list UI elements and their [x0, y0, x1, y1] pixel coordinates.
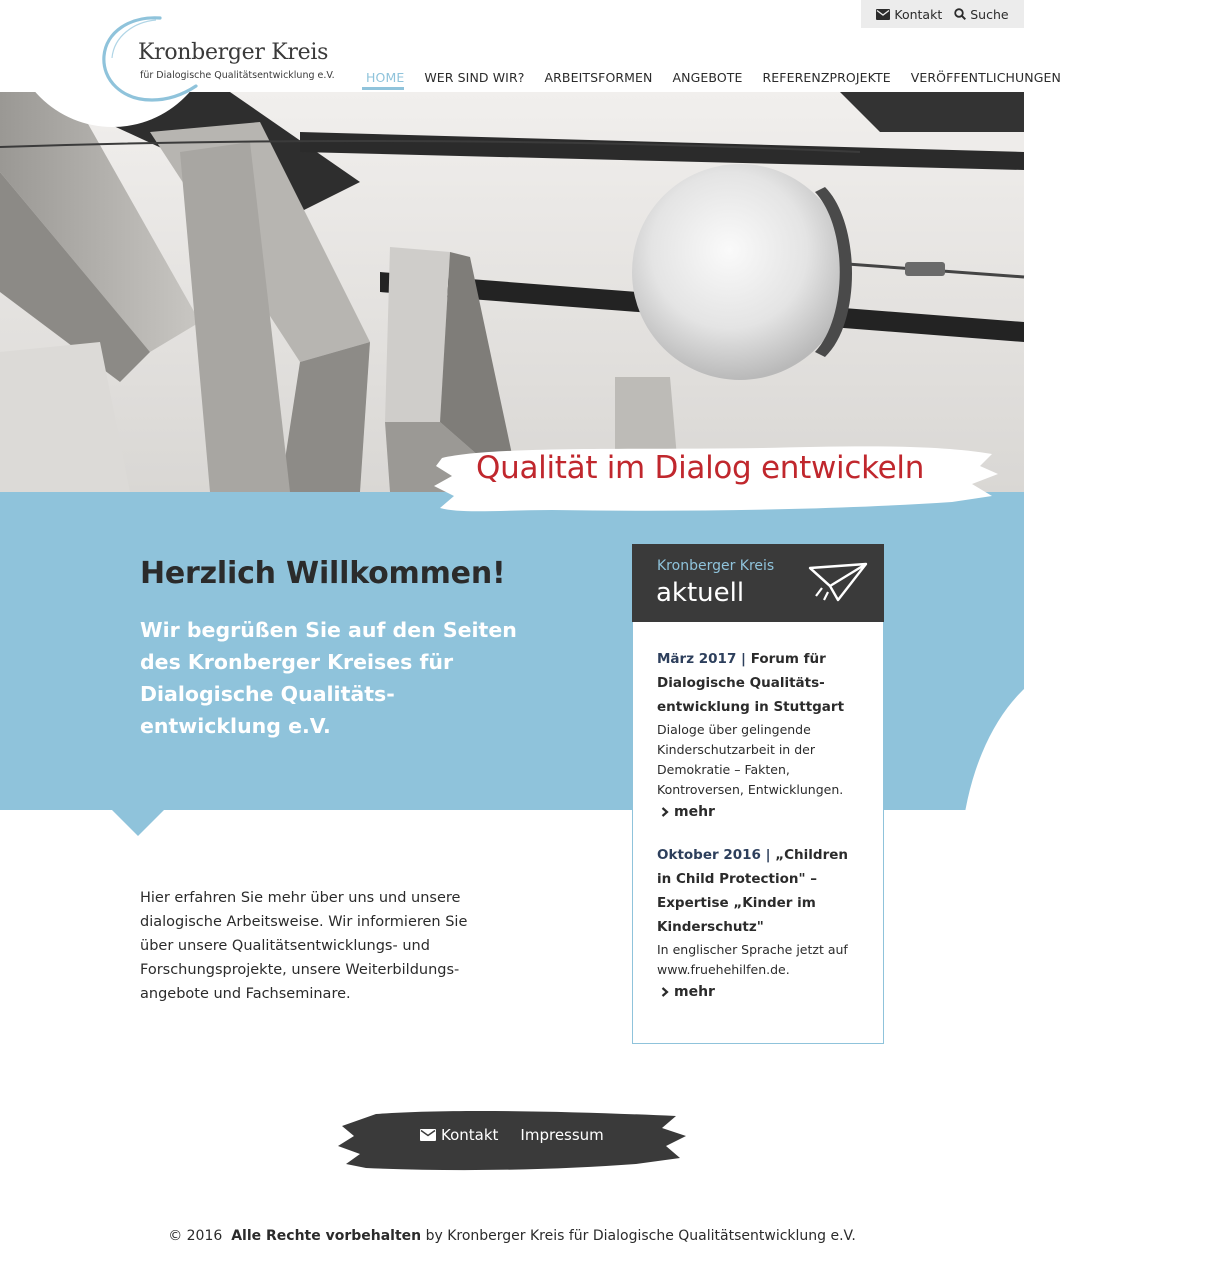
- nav-item-angebote[interactable]: ANGEBOTE: [672, 70, 743, 85]
- news-entry-title: „Children in Child Protection" – Expertise „Kinder im Kinderschutz": [657, 847, 849, 935]
- footer-contact-link[interactable]: [420, 1126, 498, 1144]
- welcome-lead: Wir begrüßen Sie auf den Seiten des Kronberger Kreises für Dialogische Qualitäts-entwicklung e.V.: [140, 618, 517, 738]
- footer-links: [420, 1126, 604, 1144]
- news-entry-date: März 2017: [657, 651, 737, 667]
- news-entry-separator: |: [741, 651, 746, 667]
- hero-image: [0, 92, 1024, 492]
- copyright-line: [0, 1228, 1024, 1244]
- welcome-title: Herzlich Willkommen!: [140, 556, 506, 591]
- hero-caption: Qualität im Dialog entwickeln: [476, 450, 925, 486]
- copyright-rights: Alle Rechte vorbehalten: [231, 1228, 422, 1244]
- nav-item-veroeffentlichungen[interactable]: VERÖFFENTLICHUNGEN: [910, 70, 1061, 85]
- envelope-icon: [420, 1129, 436, 1141]
- search-icon: [954, 8, 966, 20]
- main-nav: [356, 70, 1071, 90]
- news-entry-text: In englischer Sprache jetzt auf www.fruehehilfen.de.: [657, 942, 848, 977]
- news-more-label: mehr: [674, 984, 715, 1000]
- news-header: [632, 544, 884, 622]
- intro-text: Hier erfahren Sie mehr über uns und unsere dialogische Arbeitsweise. Wir informieren Sie über unsere Qualitätsentwicklungs- und Forschungsprojekte, unsere Weiterbildungs-angebote und Fachseminare.: [140, 890, 468, 1002]
- news-entry-title: Forum für Dialogische Qualitäts-entwicklung in Stuttgart: [657, 651, 845, 715]
- band-pointer: [112, 810, 164, 836]
- utility-contact-link[interactable]: [876, 7, 942, 22]
- news-more-link[interactable]: [661, 804, 857, 820]
- news-box: [632, 544, 884, 1044]
- utility-search-label: Suche: [970, 6, 1009, 22]
- hero-caption-banner: [432, 440, 1002, 520]
- hero-photo-illustration: [0, 92, 1024, 492]
- chevron-right-icon: [661, 807, 669, 817]
- decorative-arc: [960, 660, 1220, 1080]
- site-logo[interactable]: [100, 14, 340, 104]
- news-entry-separator: |: [765, 847, 771, 863]
- utility-contact-label: Kontakt: [894, 6, 943, 22]
- news-title: aktuell: [656, 578, 745, 608]
- nav-item-arbeitsformen[interactable]: ARBEITSFORMEN: [544, 70, 653, 85]
- footer-contact-label: Kontakt: [441, 1126, 499, 1144]
- news-more-link[interactable]: [661, 984, 857, 1000]
- news-entry: [657, 843, 857, 1000]
- chevron-right-icon: [661, 987, 669, 997]
- logo-name: Kronberger Kreis: [138, 40, 329, 65]
- paper-plane-icon: [808, 562, 870, 604]
- news-more-label: mehr: [674, 804, 715, 820]
- news-kicker: Kronberger Kreis: [657, 558, 775, 574]
- nav-item-home[interactable]: HOME: [356, 70, 414, 90]
- news-entry-text: Dialoge über gelingende Kinderschutzarbeit in der Demokratie – Fakten, Kontroversen, Entwicklungen.: [657, 722, 844, 797]
- footer-imprint-link[interactable]: Impressum: [520, 1126, 604, 1144]
- logo-subtitle: für Dialogische Qualitätsentwicklung e.V.: [140, 70, 335, 81]
- nav-item-wer-sind-wir[interactable]: WER SIND WIR?: [424, 70, 525, 85]
- utility-search-link[interactable]: [954, 7, 1008, 22]
- news-entry-headline[interactable]: [657, 843, 857, 939]
- utility-bar: [861, 0, 1024, 28]
- news-entry-headline[interactable]: [657, 647, 857, 719]
- copyright-suffix: by Kronberger Kreis für Dialogische Qualitätsentwicklung e.V.: [425, 1228, 856, 1244]
- nav-item-referenzprojekte[interactable]: REFERENZPROJEKTE: [762, 70, 891, 85]
- copyright-prefix: © 2016: [168, 1228, 223, 1244]
- news-entry: [657, 647, 857, 820]
- envelope-icon: [876, 9, 890, 20]
- news-entry-date: Oktober 2016: [657, 847, 761, 863]
